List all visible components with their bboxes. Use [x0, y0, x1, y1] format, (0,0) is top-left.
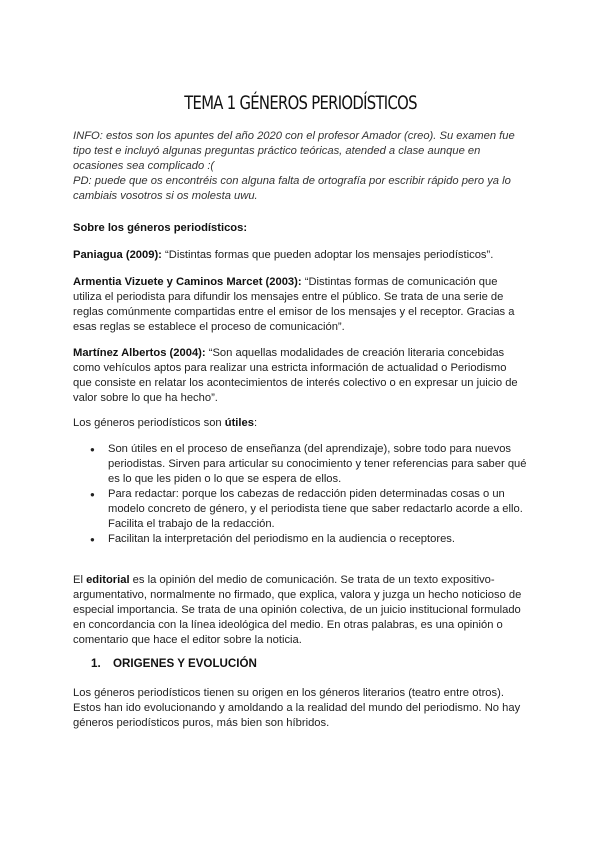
- definition-text: “Distintas formas que pueden adoptar los mensajes periodísticos”.: [161, 249, 494, 261]
- origins-paragraph: Los géneros periodísticos tienen su origen en los géneros literarios (teatro entre otros). Estos han ido evolucionando y amoldando a la realidad del mundo del periodismo. No hay géneros periodísticos puros, más bien son híbridos.: [73, 687, 521, 729]
- section-heading: [73, 221, 528, 236]
- list-item: ● Facilitan la interpretación del periodismo en la audiencia o receptores.: [73, 532, 528, 547]
- definition-armentia: [73, 275, 528, 335]
- definition-text: “Distintas formas de comunicación que utiliza el periodista para difundir los mensajes entre el público. Se trata de una serie de reglas comúnmente compartidas entre el emisor de los mensajes y el receptor. Gracias a esas reglas se establece el proceso de comunicación”.: [73, 276, 515, 333]
- definition-author: Paniagua (2009):: [73, 249, 162, 261]
- info-line: INFO: estos son los apuntes del año 2020 con el profesor Amador (creo). Su examen fue tipo test e incluyó algunas preguntas práctico teóricas, atended a clase aunque en ocasiones sea complicado :(: [73, 130, 515, 172]
- list-item: ● Son útiles en el proceso de enseñanza (del aprendizaje), sobre todo para nuevos periodistas. Sirven para articular su conocimiento y tener referencias para saber qué es lo que les piden o lo que se espera de ellos.: [73, 442, 528, 487]
- section-1-heading: [91, 656, 257, 671]
- editorial-paragraph: [73, 573, 528, 648]
- utiles-prefix: Los géneros periodísticos son: [73, 417, 225, 429]
- editorial-bold: editorial: [86, 574, 130, 586]
- editorial-text: es la opinión del medio de comunicación. Se trata de un texto expositivo-argumentativo, normalmente no firmado, que explica, valora y juzga un hecho noticioso de especial importancia. Se trata de una opinión colectiva, de un juicio institucional formulado en concordancia con la línea ideológica del medio. En otras palabras, es una opinión o comentario que hace el editor sobre la noticia.: [73, 574, 522, 646]
- editorial-prefix: El: [73, 574, 87, 586]
- definition-author: Martínez Albertos (2004):: [73, 347, 206, 359]
- definition-text: “Son aquellas modalidades de creación literaria concebidas como vehículos aptos para realizar una estricta información de actualidad o Periodismo que consiste en relatar los acontecimientos de interés colectivo o en expresar un juicio de valor sobre lo que ha hecho”.: [73, 347, 518, 404]
- definition-paniagua: [73, 248, 528, 263]
- utiles-suffix: :: [253, 417, 258, 429]
- page-title: TEMA 1 GÉNEROS PERIODÍSTICOS: [184, 92, 417, 114]
- info-note: [73, 129, 528, 204]
- section-number: 1.: [91, 657, 101, 670]
- definition-author: Armentia Vizuete y Caminos Marcet (2003):: [73, 276, 302, 288]
- definition-martinez: [73, 346, 528, 406]
- info-line: PD: puede que os encontréis con alguna falta de ortografía por escribir rápido pero ya lo cambiais vosotros si os molesta uwu.: [73, 175, 511, 202]
- utiles-bold: útiles: [224, 417, 254, 429]
- about-heading: Sobre los géneros periodísticos:: [73, 222, 248, 234]
- utiles-list: [73, 442, 528, 547]
- utiles-intro: [73, 416, 528, 431]
- list-item: ● Para redactar: porque los cabezas de redacción piden determinadas cosas o un modelo concreto de género, y el periodista tiene que saber redactarlo acorde a ello. Facilita el trabajo de la redacción.: [73, 487, 528, 532]
- section-title: ORIGENES Y EVOLUCIÓN: [113, 657, 257, 670]
